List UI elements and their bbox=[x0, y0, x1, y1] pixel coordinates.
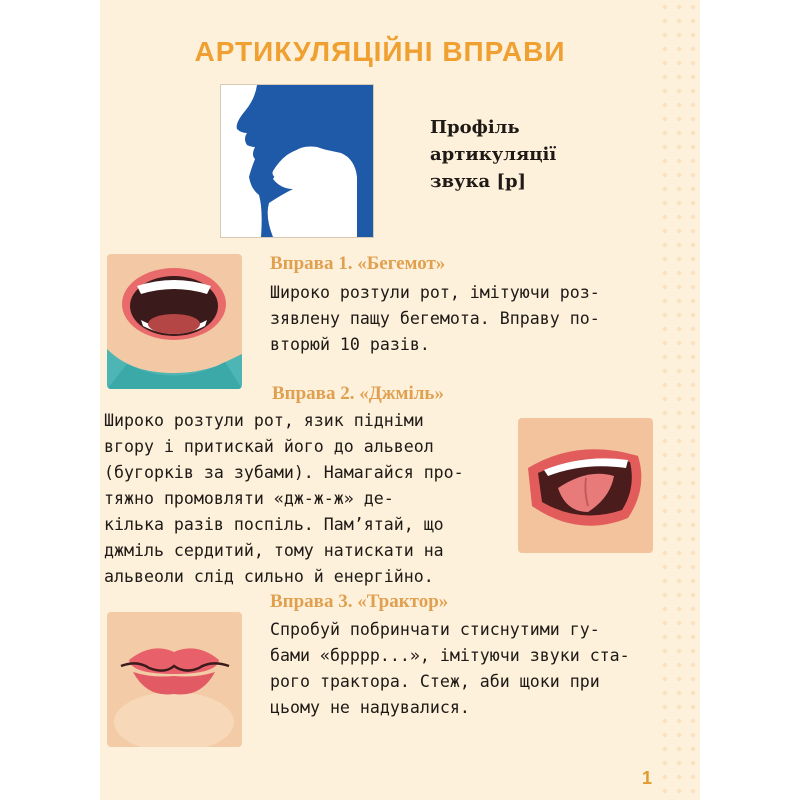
exercise-1-text: Широко розтули рот, імітуючи роз- зявлену пащу бегемота. Вправу по- вторюй 10 разів. bbox=[270, 283, 600, 354]
book-page bbox=[100, 0, 700, 800]
open-mouth-photo bbox=[107, 254, 242, 389]
tongue-raised-photo bbox=[518, 418, 653, 553]
exercise-2-text: Широко розтули рот, язик підніми вгору і притискай його до альвеол (бугорків за зубами). Намагайся про- тяжно промовляти «дж-ж-ж» де- кілька разів поспіль. Пам’ятай, що джміль сердитий, тому натискати на альвеоли слід сильно й енергійно. bbox=[104, 411, 464, 586]
exercise-3-title: Вправа 3. «Трактор» bbox=[270, 591, 449, 612]
page-border-pattern bbox=[658, 0, 700, 800]
pursed-lips-photo bbox=[107, 612, 242, 747]
articulation-profile-illustration bbox=[220, 84, 374, 238]
page-title: АРТИКУЛЯЦІЙНІ ВПРАВИ bbox=[194, 36, 566, 67]
exercise-1-title: Вправа 1. «Бегемот» bbox=[270, 253, 446, 274]
page-number: 1 bbox=[642, 768, 653, 788]
exercise-3-text: Спробуй побринчати стиснутими гу- бами «брррр...», імітуючи звуки ста- рого трактора. Стеж, аби щоки при цьому не надувалися. bbox=[270, 620, 630, 717]
exercise-2-title: Вправа 2. «Джміль» bbox=[272, 383, 444, 404]
profile-caption: Профіль артикуляції звука [р] bbox=[430, 117, 557, 192]
